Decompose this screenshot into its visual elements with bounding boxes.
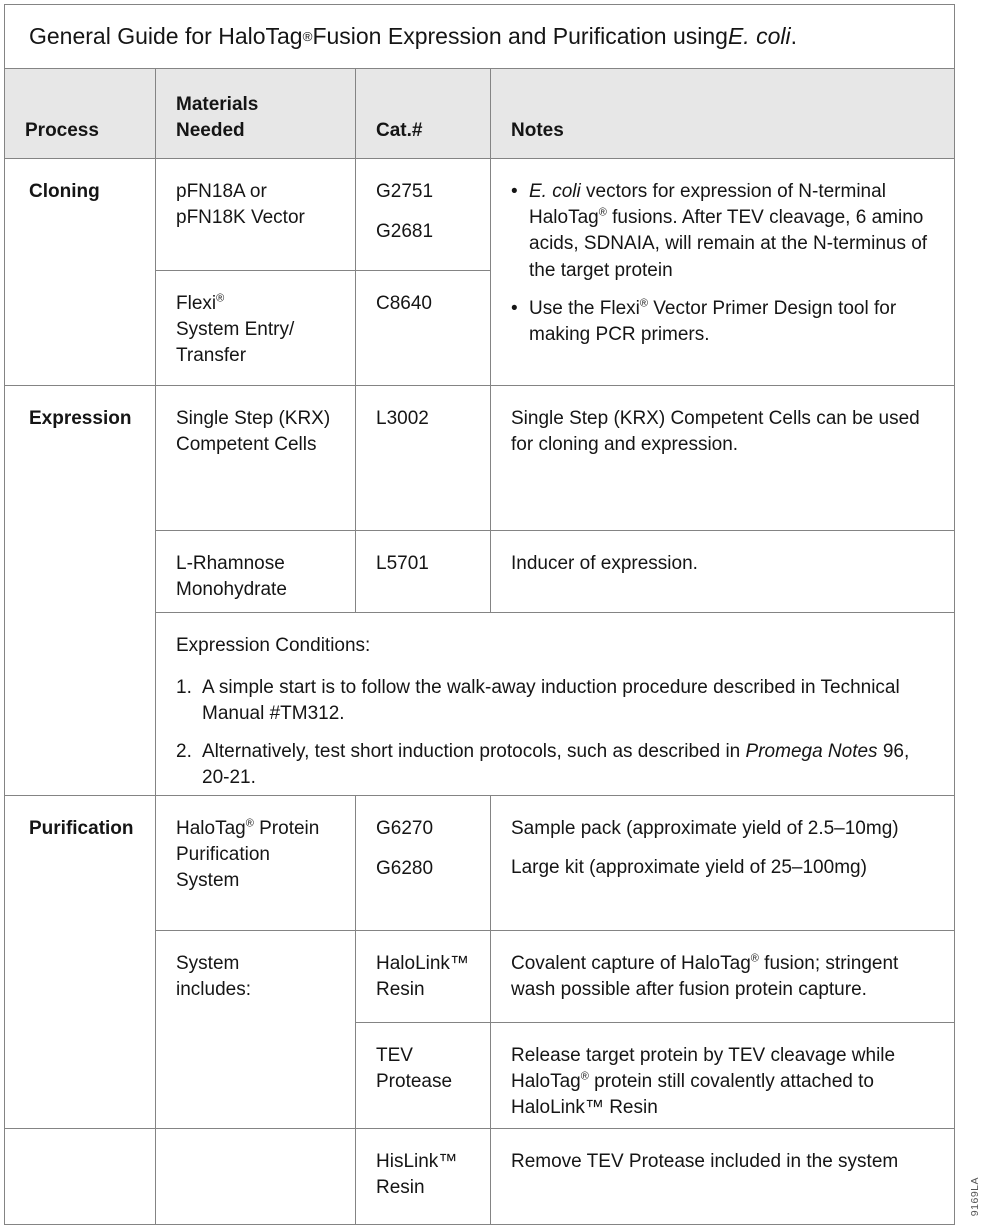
cat-cell-flexi-system (356, 271, 491, 386)
materials-cell-l-rhamnose: L-Rhamnose Monohydrate (156, 531, 356, 613)
cat-number: C8640 (376, 293, 432, 314)
materials-cell-flexi-system: Flexi® System Entry/ Transfer (156, 271, 356, 386)
process-cell-purification: Purification (5, 796, 156, 1129)
note-text: E. coli vectors for expression of N-terminal HaloTag® fusions. After TEV cleavage, 6 amino acids, SDNAIA, will remain at the N-terminus of the target protein (529, 181, 928, 281)
cat-cell-hislink-resin: HisLink™ Resin (356, 1129, 491, 1224)
cat-cell-krx-cells: L3002 (356, 386, 491, 531)
condition-text: Alternatively, test short induction protocols, such as described in Promega Notes 96, 20-21. (202, 740, 910, 788)
empty-materials-cell (156, 1129, 356, 1224)
list-number: 1. (176, 677, 192, 699)
cat-number: G2681 (376, 221, 434, 243)
materials-cell-pfn18-vector: pFN18A or pFN18K Vector (156, 159, 356, 271)
figure-number: 9169LA (969, 1176, 981, 1216)
process-cell-cloning: Cloning (5, 159, 156, 386)
column-header-cat-number: Cat.# (356, 69, 491, 159)
column-header-process: Process (5, 69, 156, 159)
expression-conditions-cell (156, 613, 954, 796)
condition-text: A simple start is to follow the walk-away induction procedure described in Technical Manual #TM312. (202, 677, 900, 725)
notes-cell-purification-system (491, 796, 954, 931)
notes-cell-l-rhamnose: Inducer of expression. (491, 531, 954, 613)
cat-number: G2751 (376, 181, 434, 202)
notes-cell-halolink-resin: Covalent capture of HaloTag® fusion; stringent wash possible after fusion protein capture. (491, 931, 954, 1023)
condition-item-2 (176, 739, 940, 791)
notes-cell-krx-cells: Single Step (KRX) Competent Cells can be used for cloning and expression. (491, 386, 954, 531)
guide-table (4, 4, 955, 1225)
materials-cell-system-includes: System includes: (156, 931, 356, 1129)
table-title: General Guide for HaloTag ® Fusion Expression and Purification using E. coli . (5, 5, 954, 69)
cat-cell-pfn18-vector (356, 159, 491, 271)
cat-cell-tev-protease: TEV Protease (356, 1023, 491, 1129)
column-header-materials-needed: Materials Needed (156, 69, 356, 159)
cat-number: G6280 (376, 858, 434, 880)
list-number: 2. (176, 740, 192, 762)
cat-cell-purification-system (356, 796, 491, 931)
materials-cell-krx-cells: Single Step (KRX) Competent Cells (156, 386, 356, 531)
cat-number: G6270 (376, 818, 434, 839)
materials-cell-purification-system: HaloTag® Protein Purification System (156, 796, 356, 931)
note-text: Use the Flexi® Vector Primer Design tool for making PCR primers. (529, 297, 897, 346)
notes-cell-cloning (491, 159, 954, 386)
cat-cell-l-rhamnose: L5701 (356, 531, 491, 613)
note-text: Sample pack (approximate yield of 2.5–10mg) (511, 818, 899, 839)
empty-process-cell (5, 1129, 156, 1224)
condition-item-1 (176, 675, 940, 727)
bullet-icon: • (511, 297, 518, 319)
note-bullet-vectors (511, 179, 940, 284)
column-header-notes: Notes (491, 69, 954, 159)
process-cell-expression: Expression (5, 386, 156, 796)
bullet-icon: • (511, 181, 518, 202)
notes-cell-tev-protease: Release target protein by TEV cleavage while HaloTag® protein still covalently attached to HaloLink™ Resin (491, 1023, 954, 1129)
note-bullet-primer-design (511, 296, 940, 348)
notes-cell-hislink-resin: Remove TEV Protease included in the system (511, 1151, 899, 1172)
cat-cell-halolink-resin: HaloLink™ Resin (356, 931, 491, 1023)
expression-conditions-heading: Expression Conditions: (176, 635, 371, 656)
note-text: Large kit (approximate yield of 25–100mg) (511, 857, 867, 879)
